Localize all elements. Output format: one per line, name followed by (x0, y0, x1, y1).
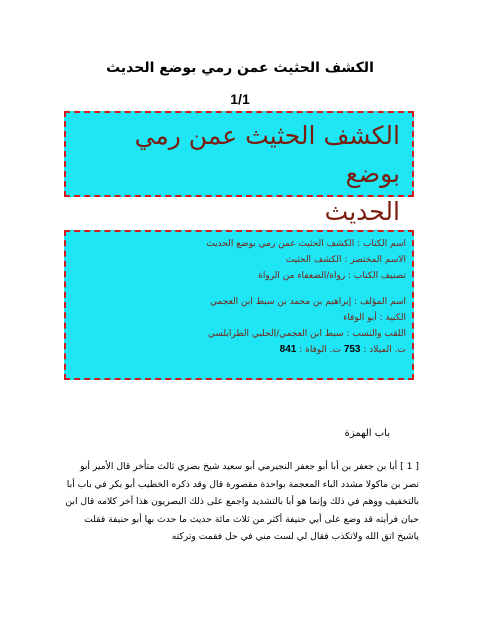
kunya: الكنية : أبو الوفاء (343, 313, 406, 323)
section-title: باب الهمزة (344, 428, 390, 439)
book-title-line-2: الحديث (324, 197, 400, 226)
classification: تصنيف الكتاب : رواة/الضعفاء من الرواة (258, 271, 406, 281)
dates-birth-label: ت. الميلاد : (360, 345, 406, 355)
body-line: [ 1 ] أبا بن جعفر بن أبا أبو جعفر النجيرمي أبو سعيد شيخ بصري ثالث متأخر قال الأمير أبو (80, 461, 419, 472)
body-text (64, 458, 419, 546)
dates-line (72, 342, 406, 358)
page-indicator: 1/1 (230, 91, 250, 107)
lineage: اللقب والنسب : سبط ابن العجمي/الحلبي الطرابلسي (207, 329, 406, 339)
book-info-box (64, 230, 414, 380)
body-line: ياشيخ اتق الله ولاتكذب فقال لي لست مني في حل فقمت وتركته (171, 531, 419, 542)
body-line: حبان فرأيته قد وضع على أبي حنيفة أكثر من ثلاث مائة حديث ما حدث بها أبو حنيفة فقلت (84, 513, 419, 525)
author-name: اسم المؤلف : إبراهيم بن محمد بن سبط ابن العجمي (210, 297, 406, 307)
book-name: اسم الكتاب : الكشف الحثيث عمن رمي بوضع الحديث (206, 239, 406, 249)
short-name: الاسم المختصر : الكشف الحثيث (285, 255, 406, 265)
body-line: نصر بن ماكولا مشدد الباء المعجمة بواحدة مقصورة قال وقد ذكره الخطيب أبو بكر في باب أبا (66, 478, 419, 490)
body-line: بالتخفيف ووهم في ذلك وإنما هو أبا بالتشديد واجمع على ذلك البصريون هذا آخر كلامه قال ابن (65, 496, 419, 507)
birth-year: 753 (343, 344, 361, 355)
death-year: 841 (279, 344, 297, 355)
book-title-line-1: الكشف الحثيث عمن رمي بوضع (134, 121, 400, 188)
header-title: الكشف الحثيث عمن رمي بوضع الحديث (106, 60, 374, 76)
dates-death-label: ت. الوفاة : (296, 345, 344, 355)
title-box (64, 111, 414, 226)
